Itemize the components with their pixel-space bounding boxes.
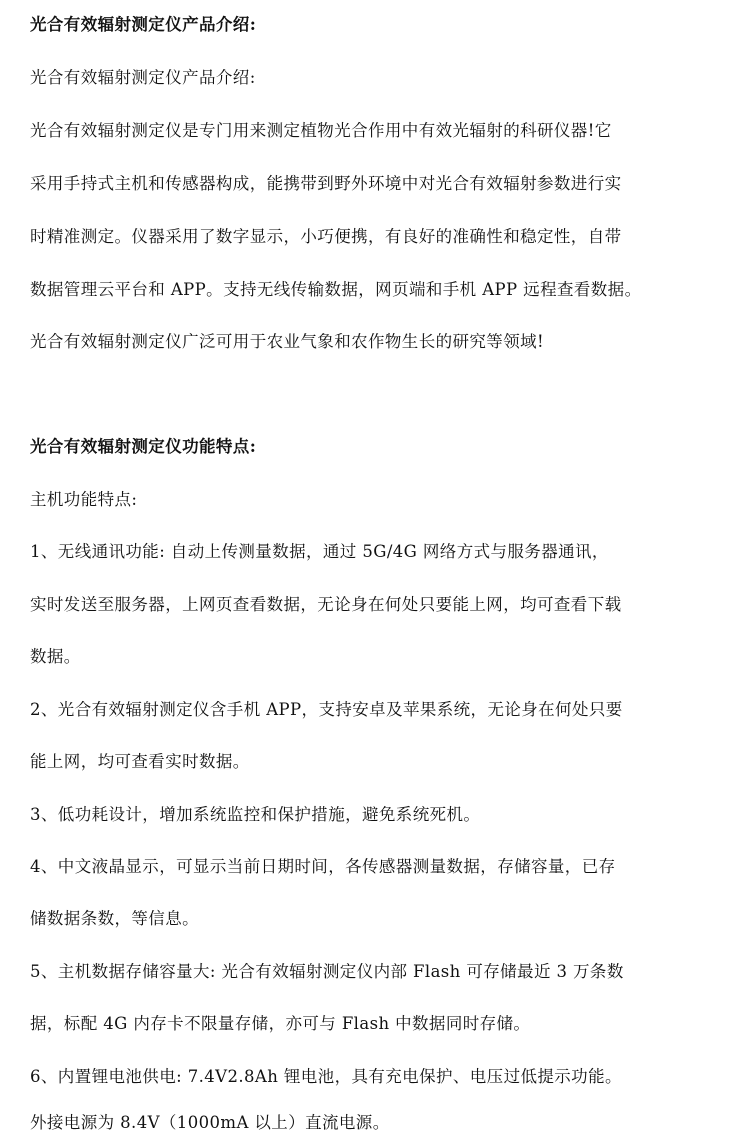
- feature-line: 据，标配 4G 内存卡不限量存储，亦可与 Flash 中数据同时存储。: [30, 1014, 531, 1033]
- feature-line: 4、中文液晶显示，可显示当前日期时间，各传感器测量数据，存储容量，已存: [30, 857, 616, 876]
- intro-subheading: 光合有效辐射测定仪产品介绍:: [30, 68, 256, 87]
- feature-line: 1、无线通讯功能: 自动上传测量数据，通过 5G/4G 网络方式与服务器通讯，: [30, 542, 609, 561]
- feature-line: 储数据条数，等信息。: [30, 909, 199, 928]
- intro-paragraph-line: 光合有效辐射测定仪是专门用来测定植物光合作用中有效光辐射的科研仪器!它: [30, 121, 612, 140]
- features-heading: 光合有效辐射测定仪功能特点:: [30, 437, 257, 456]
- intro-heading: 光合有效辐射测定仪产品介绍:: [30, 15, 257, 34]
- intro-paragraph-line: 采用手持式主机和传感器构成，能携带到野外环境中对光合有效辐射参数进行实: [30, 174, 622, 193]
- intro-paragraph-line: 数据管理云平台和 APP。支持无线传输数据，网页端和手机 APP 远程查看数据。: [30, 280, 642, 299]
- feature-line: 外接电源为 8.4V（1000mA 以上）直流电源。: [30, 1113, 390, 1132]
- feature-line: 5、主机数据存储容量大: 光合有效辐射测定仪内部 Flash 可存储最近 3 万条数: [30, 962, 624, 981]
- feature-line: 3、低功耗设计，增加系统监控和保护措施，避免系统死机。: [30, 805, 481, 824]
- feature-line: 实时发送至服务器，上网页查看数据，无论身在何处只要能上网，均可查看下载: [30, 595, 622, 614]
- intro-paragraph-line: 光合有效辐射测定仪广泛可用于农业气象和农作物生长的研究等领域!: [30, 332, 545, 351]
- features-subheading: 主机功能特点:: [30, 490, 138, 509]
- feature-line: 能上网，均可查看实时数据。: [30, 752, 250, 771]
- intro-paragraph-line: 时精准测定。仪器采用了数字显示，小巧便携，有良好的准确性和稳定性，自带: [30, 227, 622, 246]
- feature-line: 6、内置锂电池供电: 7.4V2.8Ah 锂电池，具有充电保护、电压过低提示功能。: [30, 1067, 622, 1086]
- feature-line: 数据。: [30, 647, 81, 666]
- feature-line: 2、光合有效辐射测定仪含手机 APP，支持安卓及苹果系统，无论身在何处只要: [30, 700, 623, 719]
